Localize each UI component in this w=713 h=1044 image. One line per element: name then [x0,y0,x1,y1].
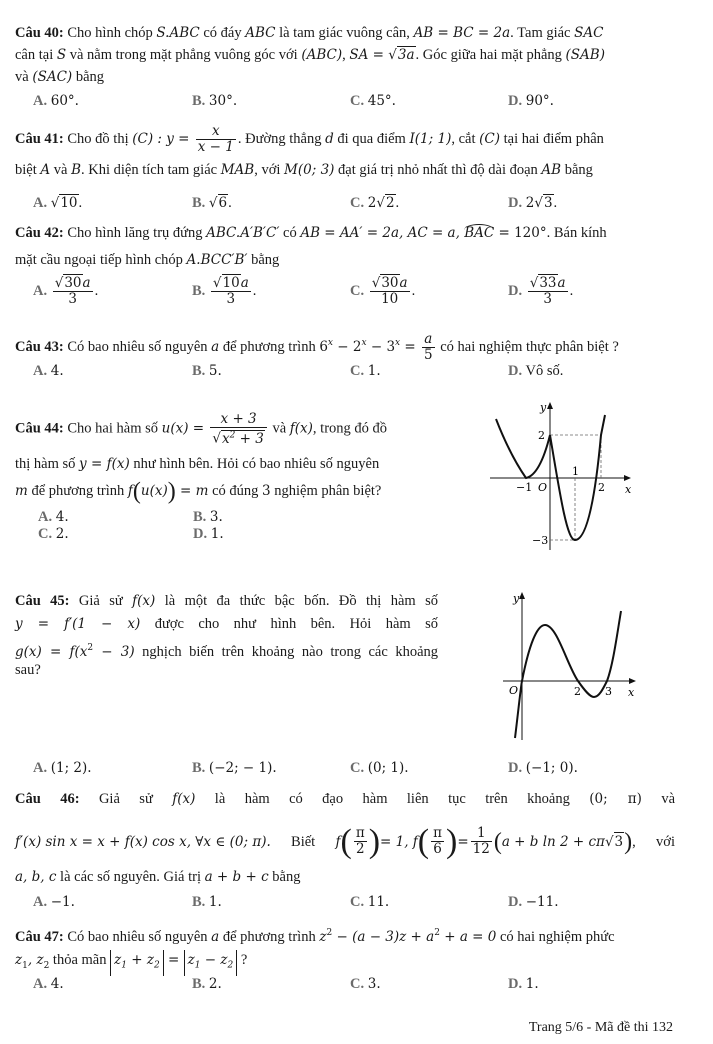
q46-line-2: f′(x) sin x = x + f(x) cos x, ∀x ∈ (0; π). Biết f ( $\frac{\pi}{2}$ ) = 1, f ( $\frac{\pi}{6}$ ) = $\frac{1}{12}$ ( a + b ln 2 + cπ √ 3 ) , với [15,822,675,860]
q45-option-c[interactable]: C. (0; 1). [350,760,409,776]
q46-label: Câu 46: [15,791,80,807]
q45-line-3: $g(x) = f(x^2 - 3)$ nghịch biến trên khoảng nào trong các khoảng [15,643,439,660]
graph-f-prime [495,585,660,745]
q47-option-d[interactable]: D. 1. [508,976,539,992]
q47-label: Câu 47: [15,928,64,945]
q44-option-c[interactable]: C. 2. [38,526,69,542]
y-axis-label: y [540,401,547,414]
q44-option-b[interactable]: B. 3. [193,509,223,525]
q46-line-1: Câu 46: Giả sử f(x) là hàm có đạo hàm liên tục trên khoảng (0; π) và [15,791,676,807]
fraction: $\frac{x}{x - 1}$ [197,123,234,155]
q45-option-b[interactable]: B. (−2; − 1). [192,760,277,776]
tick-x-3: 3 [605,685,612,698]
q41-option-b[interactable]: B. √6. [192,195,232,211]
y-axis-label: y [513,592,520,605]
q42-line-2: mặt cầu ngoại tiếp hình chóp A.BCC′B′ bằng [15,252,280,268]
graph-f-of-x [480,395,660,555]
q44-label: Câu 44: [15,420,64,437]
q44-line-3: m để phương trình f(u(x)) = m có đúng 3 nghiệm phân biệt? [15,478,382,505]
q40-line-3: và (SAC) bằng [15,69,104,85]
q41-option-c[interactable]: C. 2√2. [350,195,400,211]
q41-line-2: biệt A và B. Khi diện tích tam giác MAB, với M(0; 3) đạt giá trị nhỏ nhất thì độ dài đoạn AB bằng [15,162,593,178]
q41-line-1: Câu 41: Cho đồ thị (C) : y = $\frac{x}{x - 1}$ . Đường thẳng d đi qua điểm I(1; 1), cắt (C) tại hai điểm phân [15,123,604,155]
q40-line-2: cân tại S và nằm trong mặt phẳng vuông góc với (ABC), SA = √3a. Góc giữa hai mặt phẳng (SAB) [15,47,605,63]
q40-option-c[interactable]: C. 45°. [350,93,396,109]
q40-line-1: Câu 40: Cho hình chóp S.ABC có đáy ABC là tam giác vuông cân, AB = BC = 2a. Tam giác SAC [15,25,604,41]
tick-x-1: 1 [572,465,579,478]
tick-y-minus-3: −3 [532,534,549,547]
q43-line-1: Câu 43: Có bao nhiêu số nguyên a để phương trình $6^x - 2^x - 3^x$ = $\frac{a}{5}$ có hai nghiệm thực phân biệt ? [15,331,619,363]
q45-option-d[interactable]: D. (−1; 0). [508,760,578,776]
curve-left-branch [496,419,550,478]
q43-option-d[interactable]: D. Vô số. [508,363,564,379]
q46-option-c[interactable]: C. 11. [350,894,390,910]
q43-option-b[interactable]: B. 5. [192,363,222,379]
q42-option-d[interactable]: D. $\frac{√33a}{3}$ . [508,275,574,307]
q40-label: Câu 40: [15,25,64,41]
tick-x-2: 2 [598,481,605,494]
q41-option-d[interactable]: D. 2√3. [508,195,558,211]
q40-option-a[interactable]: A. 60°. [33,93,79,109]
q45-line-2: y = f′(1 − x) được cho như hình bên. Hỏi hàm số [15,616,438,632]
x-axis-label: x [625,483,632,496]
tick-x-2: 2 [574,685,581,698]
q46-line-3: a, b, c là các số nguyên. Giá trị a + b + c bằng [15,869,301,885]
q45-line-1: Câu 45: Giả sử f(x) là một đa thức bậc bốn. Đồ thị hàm số [15,593,438,609]
q42-option-c[interactable]: C. $\frac{√30a}{10}$ . [350,275,416,307]
q44-option-a[interactable]: A. 4. [38,509,69,525]
q46-option-b[interactable]: B. 1. [192,894,222,910]
q47-line-2: $z_1$, $z_2$ thỏa mãn $z_1 + z_2 = z_1 - z_2$ ? [15,950,247,976]
origin-label: O [509,684,519,697]
q42-option-b[interactable]: B. $\frac{√10a}{3}$ . [192,275,257,307]
q46-option-d[interactable]: D. −11. [508,894,559,910]
q45-option-a[interactable]: A. (1; 2). [33,760,92,776]
q47-option-a[interactable]: A. 4. [33,976,64,992]
q43-label: Câu 43: [15,338,64,355]
q42-option-a[interactable]: A. $\frac{√30a}{3}$ . [33,275,99,307]
q47-option-b[interactable]: B. 2. [192,976,222,992]
q40-option-d[interactable]: D. 90°. [508,93,554,109]
derivative-curve [515,611,621,738]
q47-option-c[interactable]: C. 3. [350,976,381,992]
q43-option-c[interactable]: C. 1. [350,363,381,379]
q45-line-4: sau? [15,662,41,678]
q40-option-b[interactable]: B. 30°. [192,93,238,109]
tick-y-2: 2 [538,429,545,442]
q45-label: Câu 45: [15,593,70,609]
q44-line-1: Câu 44: Cho hai hàm số u(x) = $\frac{x + 3}{√x^2 + 3}$ và f(x), trong đó đồ [15,411,388,447]
q42-label: Câu 42: [15,225,64,241]
q47-line-1: Câu 47: Có bao nhiêu số nguyên a để phương trình $z^2 - (a - 3)z + a^2 + a = 0$ có hai nghiệm phức [15,928,615,945]
origin-label: O [538,481,548,494]
q46-option-a[interactable]: A. −1. [33,894,75,910]
q42-line-1: Câu 42: Cho hình lăng trụ đứng ABC.A′B′C′ có AB = AA′ = 2a, AC = a, BAC = 120°. Bán kính [15,225,607,241]
q44-line-2: thị hàm số y = f(x) như hình bên. Hỏi có bao nhiêu số nguyên [15,456,380,472]
q41-label: Câu 41: [15,130,64,147]
x-axis-label: x [628,686,635,699]
tick-x-minus-1: −1 [516,481,533,494]
q44-option-d[interactable]: D. 1. [193,526,224,542]
page-footer: Trang 5/6 - Mã đề thi 132 [528,1020,673,1035]
q43-option-a[interactable]: A. 4. [33,363,64,379]
q41-option-a[interactable]: A. √10. [33,195,83,211]
